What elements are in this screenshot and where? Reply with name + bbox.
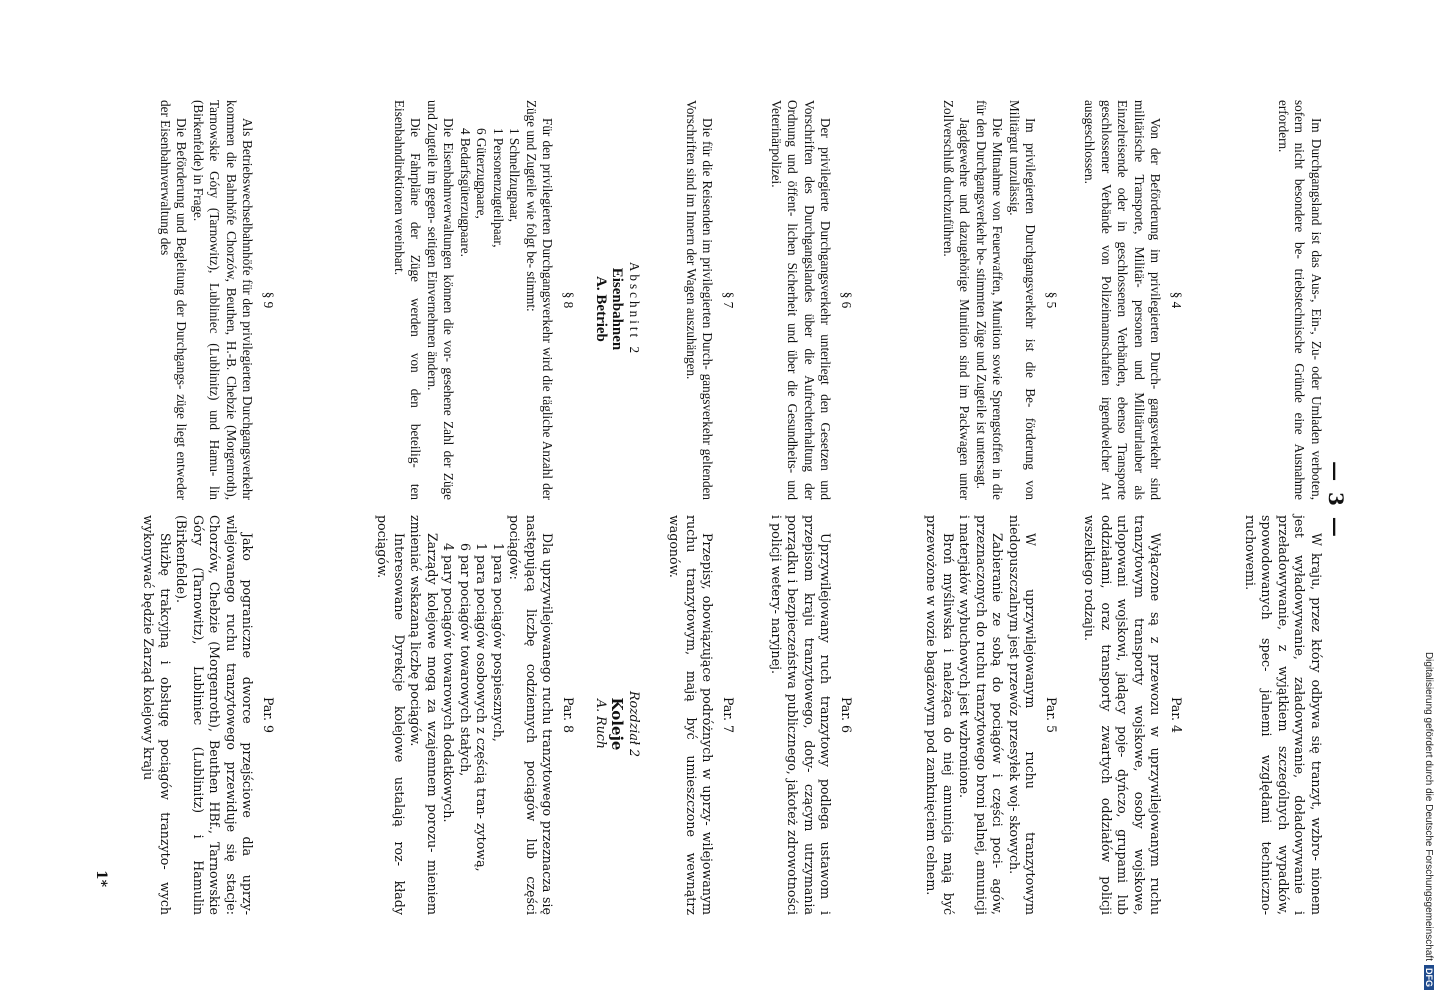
german-intro-text: Im Durchgangsland ist das Aus-, Ein-, Zu- oder Umladen verboten, sofern nicht besondere be- triebstechnische Gründe eine Ausnahme erfordern. [1276,100,1324,500]
section-text: Interesowane Dyrekcje kolejowe ustalają roz- kłady pociągów. [375,515,407,915]
polish-chapter-heading [593,515,643,915]
section-text: W uprzywilejowanym ruchu tranzytowym niedopuszczalnym jest przewóz przesyłek woj- skowych. [1007,515,1039,915]
chapter-label: Abschnitt 2 [627,261,642,357]
section-text: Die Fahrpläne der Züge werden von den beteilig- ten Eisenbahndirektionen vereinbart. [392,100,424,500]
section-text: Przepisy, obowiązujące podróżnych w uprzy- wilejowanym ruchu tranzytowym, mają być umieszczone wewnątrz wagonów. [667,515,716,915]
chapter-subtitle: A. Ruch [594,699,609,749]
chapter-subtitle: A. Betrieb [593,276,609,342]
chapter-title: Koleje [608,697,627,751]
section-text: Zabieranie ze sobą do pociągów i części poci- agów, przeznaczonych do ruchu tranzytowego broni palnej, amunicji i materjałów wybuchowych jest wzbronione. [957,515,1006,915]
section-text: Die Mitnahme von Feuerwaffen, Munition sowie Sprengstoffen in die für den Durchgangsverkehr be- stimmten Züge und Zugteile ist untersagt. [974,100,1006,500]
german-section-5 [940,100,1060,500]
section-heading: § 7 [721,291,736,309]
german-section-6 [768,100,855,500]
german-chapter-heading [593,100,643,500]
train-list [457,100,523,500]
polish-intro-text: W kraju, przez który odbywa się tranzyt, wzbro- nionem jest wyładowywanie, załadowywanie, doładowywanie i przeładowywanie, z wyjątkiem szczególnych wypadków, spowodowanych spec- jalnemi względami techniczno-ruchowemi. [1243,515,1324,915]
list-item: 1 para pociągów pospiesznych, [491,543,506,742]
dfg-logo-icon: DFG [1424,965,1434,990]
section-heading: Par. 7 [721,696,736,734]
polish-paragraph-6 [768,515,855,915]
section-heading: § 6 [839,291,854,309]
section-text: Von der Beförderung im privilegierten Durch- gangsverkehr sind militärische Transporte, Militär- personen und Militärurlauber als Einzelreisende oder in geschlossenen Verbänden, ebenso Transporte geschlossener Verbände von Polizeimannschaften irgendwelcher Art ausgeschlossen. [1082,100,1164,500]
section-text: Zarządy kolejowe mogą za wzajemnem porozu- mieniem zmieniać wskazaną liczbę pociągów. [408,515,440,915]
section-text: Dla uprzywilejowanego ruchu tranzytowego przeznacza się następującą liczbę codziennych pociągów lub części pociągów: [507,515,556,915]
section-heading: Par. 9 [261,696,276,734]
german-section-4 [1081,100,1184,500]
signature-mark: 1* [93,870,109,888]
section-text: Die Eisenbahnverwaltungen können die vor- gesehene Zahl der Züge und Zugteile im gegen- seitigen Einvernehmen ändern. [425,100,457,500]
polish-intro [1242,515,1325,915]
german-section-9 [157,100,277,500]
section-text: Służbę trakcyjną i obsługę pociągów tranzyto- wych wykonywać będzie Zarząd kolejowy kraju [141,515,173,915]
page-number: — 3 — [1324,461,1348,539]
list-item: 6 par pociągów towarowych stałych, [458,543,473,777]
section-text: Jako pograniczne dworce przejściowe dla uprzy- wilejowanego ruchu tranzytowego przewiduje się stacje: Chorzów, Chebzie (Morgenroth), Beuthen HBf., Tarnowskie Góry (Tarnowitz), Lubliniec (Lublinitz) i Hamulin (Birkenfelde). [174,515,256,915]
section-text: Für den privilegierten Durchgangsverkehr wird die tägliche Anzahl der Züge und Zugteile wie folgt be- stimmt: [524,100,556,500]
list-item: 1 Schnellzugpaar, [507,128,523,222]
list-item: 4 pary pociągów towarowych dodatkowych. [441,543,457,823]
polish-paragraph-8 [374,515,576,915]
polish-paragraph-7 [666,515,736,915]
chapter-label: Rozdział 2 [627,690,642,758]
section-heading: Par. 5 [1044,696,1059,734]
polish-paragraph-4 [1081,515,1184,915]
section-text: Die für die Reisenden im privilegierten Durch- gangsverkehr geltenden Vorschriften sind im Innern der Wagen auszuhängen. [684,100,716,500]
section-text: Der privilegierte Durchgangsverkehr unterliegt den Gesetzen und Vorschriften des Durchgangslandes über die Aufrechterhaltung der Ordnung und öffent- lichen Sicherheit und über die Gesundheits- und Veterinärpolizei. [769,100,834,500]
list-item: 4 Bedarfsgüterzugpaare. [458,128,473,257]
section-text: Als Betriebswechselbahnhöfe für den privilegierten Durchgangsverkehr kommen die Bahnhöfe Chorzów, Beuthen, H.-B. Chebzie (Morgenroth), Tarnowskie Góry (Tarnowitz), Lubliniec (Lublinitz) und Hamu- lin (Birkenfelde) in Frage. [191,100,256,500]
section-text: Die Beförderung und Begleitung der Durchgangs- züge liegt entweder der Eisenbahnverwaltung des [158,100,190,500]
polish-paragraph-5 [923,515,1059,915]
german-section-7 [683,100,737,500]
section-text: Wyłączone są z przewozu w uprzywilejowanym ruchu tranzytowym transporty wojskowe, osoby wojskowe, urlopowani wojskowi, jadący poje- dyńczo, grupami lub oddziałami, oraz transporty zwartych oddziałów policji wszelkiego rodzaju. [1082,515,1164,915]
section-heading: Par. 6 [839,696,854,734]
section-text: Uprzywilejowany ruch tranzytowy podlega ustawom i przepisom kraju tranzytowego, doty- czącym utrzymania porządku i bezpieczeństwa publicznego, jakoteż zdrowotności i policji wetery- naryjnej. [769,515,834,915]
german-section-8 [391,100,577,500]
section-text: Broń myśliwska i należąca do niej amunicja mają być przewożone w wozie bagażowym pod zamknięciem celnem. [924,515,956,915]
german-intro [1275,100,1325,500]
list-item: 1 Personenzugteilpaar, [491,128,506,248]
section-heading: § 4 [1169,291,1184,309]
list-item: 6 Güterzugpaare, [474,128,490,219]
section-text: Im privilegierten Durchgangsverkehr ist die Be- förderung von Militärgut unzulässig. [1007,100,1039,500]
list-item: 1 para pociągów osobowych z częścią tran- zytową, [474,543,490,872]
section-text: Jagdgewehre und dazugehörige Munition sind im Packwagen unter Zollverschluß durchzuführen. [941,100,973,500]
watermark-text: Digitalisierung gefördert durch die Deutsche Forschungsgemeinschaft [1423,651,1434,961]
dfg-watermark [1422,390,1434,990]
section-heading: § 9 [261,291,276,309]
chapter-title: Eisenbahnen [609,267,626,351]
section-heading: § 8 [561,291,576,309]
polish-paragraph-9 [140,515,276,915]
section-heading: Par. 4 [1169,696,1184,734]
train-list [440,515,506,915]
section-heading: Par. 8 [561,696,576,734]
section-heading: § 5 [1044,291,1059,309]
